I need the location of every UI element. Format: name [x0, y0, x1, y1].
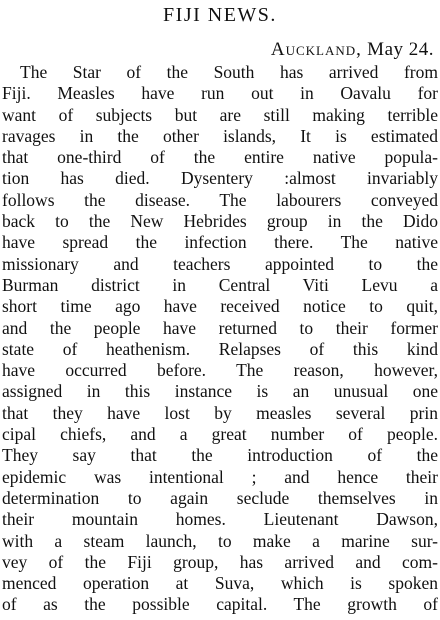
article-line: short time ago have received notice to quit,: [2, 296, 438, 317]
article-line: tion has died. Dysentery :almost invariably: [2, 168, 438, 189]
article-line: follows the disease. The labourers conveyed: [2, 189, 438, 210]
article-line: assigned in this instance is an unusual one: [2, 381, 438, 402]
article-line: their mountain homes. Lieutenant Dawson,: [2, 509, 438, 530]
article-line: Burman district in Central Viti Levu a: [2, 274, 438, 295]
article-line: determination to again seclude themselves in: [2, 487, 438, 508]
article-line: cipal chiefs, and a great number of people.: [2, 424, 438, 445]
article-line: have spread the infection there. The native: [2, 232, 438, 253]
article-line: Fiji. Measles have run out in Oavalu for: [2, 83, 438, 104]
article-body: [2, 62, 438, 616]
article-line: back to the New Hebrides group in the Dido: [2, 211, 438, 232]
article-line: that one-third of the entire native popula-: [2, 147, 438, 168]
article-line: want of subjects but are still making terrible: [2, 104, 438, 125]
article-line: state of heathenism. Relapses of this kind: [2, 338, 438, 359]
article-line: They say that the introduction of the: [2, 445, 438, 466]
article-dateline: [0, 38, 434, 62]
article-line: with a steam launch, to make a marine sur-: [2, 530, 438, 551]
dateline-place: Auckland,: [270, 39, 362, 60]
article-line: ravages in the other islands, It is estimated: [2, 125, 438, 146]
article-line: epidemic was intentional ; and hence their: [2, 466, 438, 487]
article-line: missionary and teachers appointed to the: [2, 253, 438, 274]
article-line: that they have lost by measles several prin: [2, 402, 438, 423]
article-line: have occurred before. The reason, however,: [2, 360, 438, 381]
dateline-date: May 24.: [367, 39, 434, 60]
article-line: of as the possible capital. The growth of: [2, 594, 438, 615]
article-line: The Star of the South has arrived from: [20, 62, 438, 82]
article-headline: FIJI NEWS.: [163, 4, 277, 26]
article-line: and the people have returned to their former: [2, 317, 438, 338]
article-line: vey of the Fiji group, has arrived and com-: [2, 551, 438, 572]
article-line: menced operation at Suva, which is spoken: [2, 573, 438, 594]
